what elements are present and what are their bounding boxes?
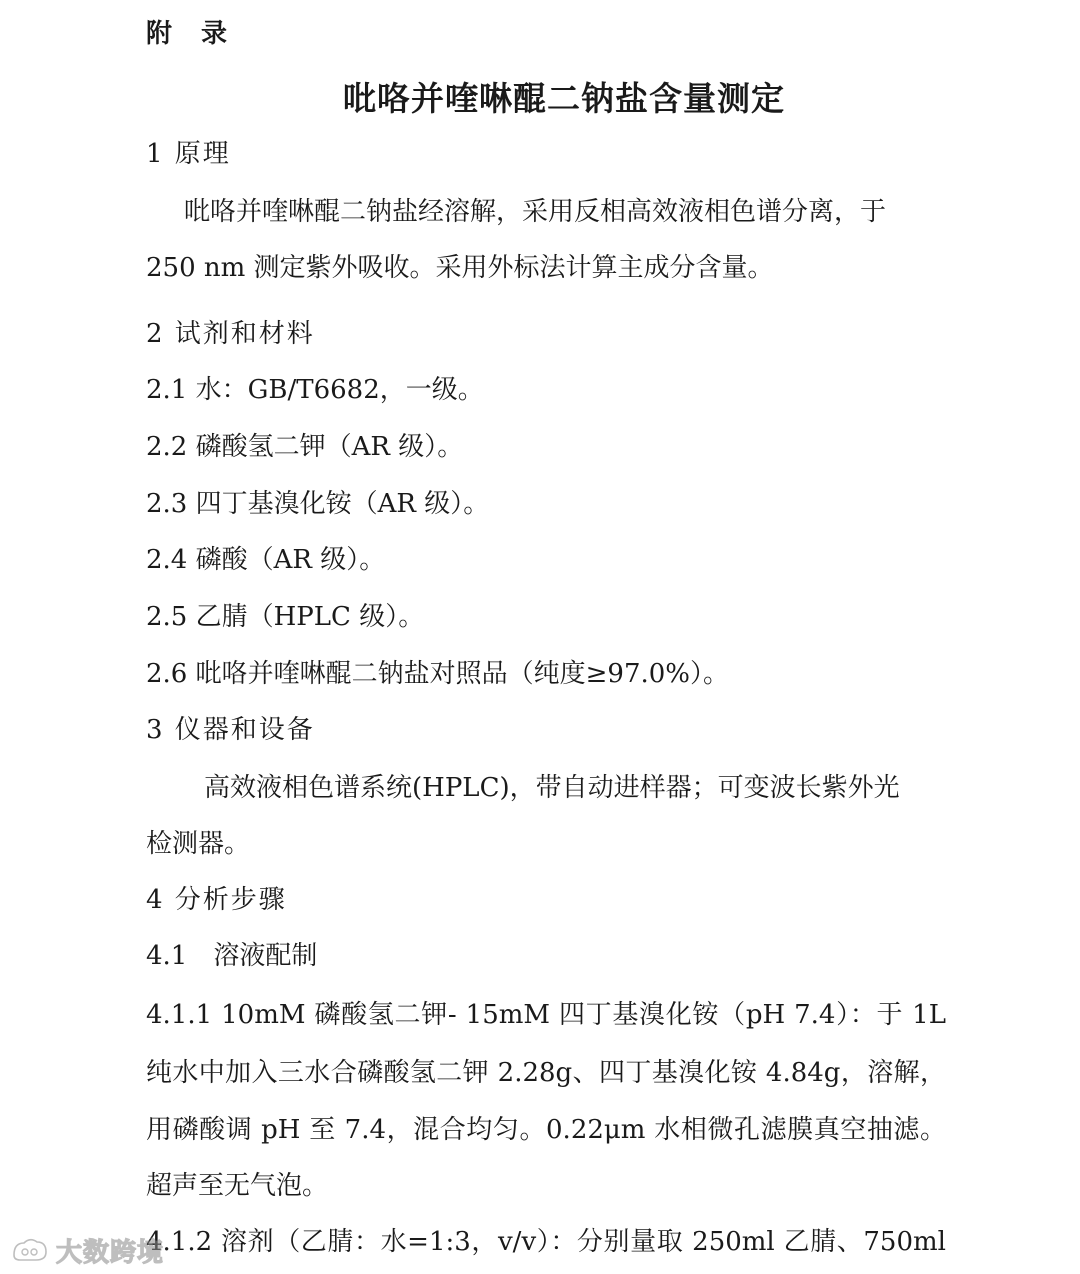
section-4-1-heading: 4.1 溶液配制 (146, 941, 318, 971)
list-item-2-3: 2.3 四丁基溴化铵（AR 级）。 (146, 489, 490, 519)
list-item-2-2: 2.2 磷酸氢二钾（AR 级）。 (146, 432, 464, 462)
section-3-heading: 3 仪器和设备 (146, 715, 315, 745)
section-4-1-1-line-4: 超声至无气泡。 (146, 1171, 329, 1201)
watermark (10, 1232, 164, 1268)
section-3-paragraph-line-1: 高效液相色谱系统(HPLC)，带自动进样器；可变波长紫外光 (204, 773, 900, 803)
section-4-1-2-line-1: 4.1.2 溶剂（乙腈：水=1:3，v/v）：分别量取 250ml 乙腈、750ml (146, 1227, 946, 1257)
section-1-paragraph-line-2: 250 nm 测定紫外吸收。采用外标法计算主成分含量。 (146, 253, 774, 283)
section-2-heading: 2 试剂和材料 (146, 319, 315, 349)
section-1-heading: 1 原理 (146, 139, 231, 169)
section-1-paragraph-line-1: 吡咯并喹啉醌二钠盐经溶解，采用反相高效液相色谱分离，于 (184, 197, 887, 227)
section-4-1-1-line-2: 纯水中加入三水合磷酸氢二钾 2.28g、四丁基溴化铵 4.84g，溶解， (146, 1058, 946, 1088)
section-4-1-1-line-1: 4.1.1 10mM 磷酸氢二钾- 15mM 四丁基溴化铵（pH 7.4）：于 1L (146, 1000, 946, 1030)
list-item-2-4: 2.4 磷酸（AR 级）。 (146, 545, 386, 575)
section-4-1-1-line-3: 用磷酸调 pH 至 7.4，混合均匀。0.22μm 水相微孔滤膜真空抽滤。 (146, 1115, 946, 1145)
list-item-2-5: 2.5 乙腈（HPLC 级）。 (146, 602, 425, 632)
watermark-text: 大数跨境 (56, 1237, 165, 1268)
appendix-label: 附 录 (146, 19, 238, 49)
section-4-heading: 4 分析步骤 (146, 885, 287, 915)
document-title: 吡咯并喹啉醌二钠盐含量测定 (343, 79, 785, 118)
section-3-paragraph-line-2: 检测器。 (146, 829, 251, 859)
list-item-2-1: 2.1 水：GB/T6682，一级。 (146, 375, 484, 405)
list-item-2-6: 2.6 吡咯并喹啉醌二钠盐对照品（纯度≥97.0%）。 (146, 659, 729, 689)
watermark-logo-icon (10, 1235, 50, 1265)
